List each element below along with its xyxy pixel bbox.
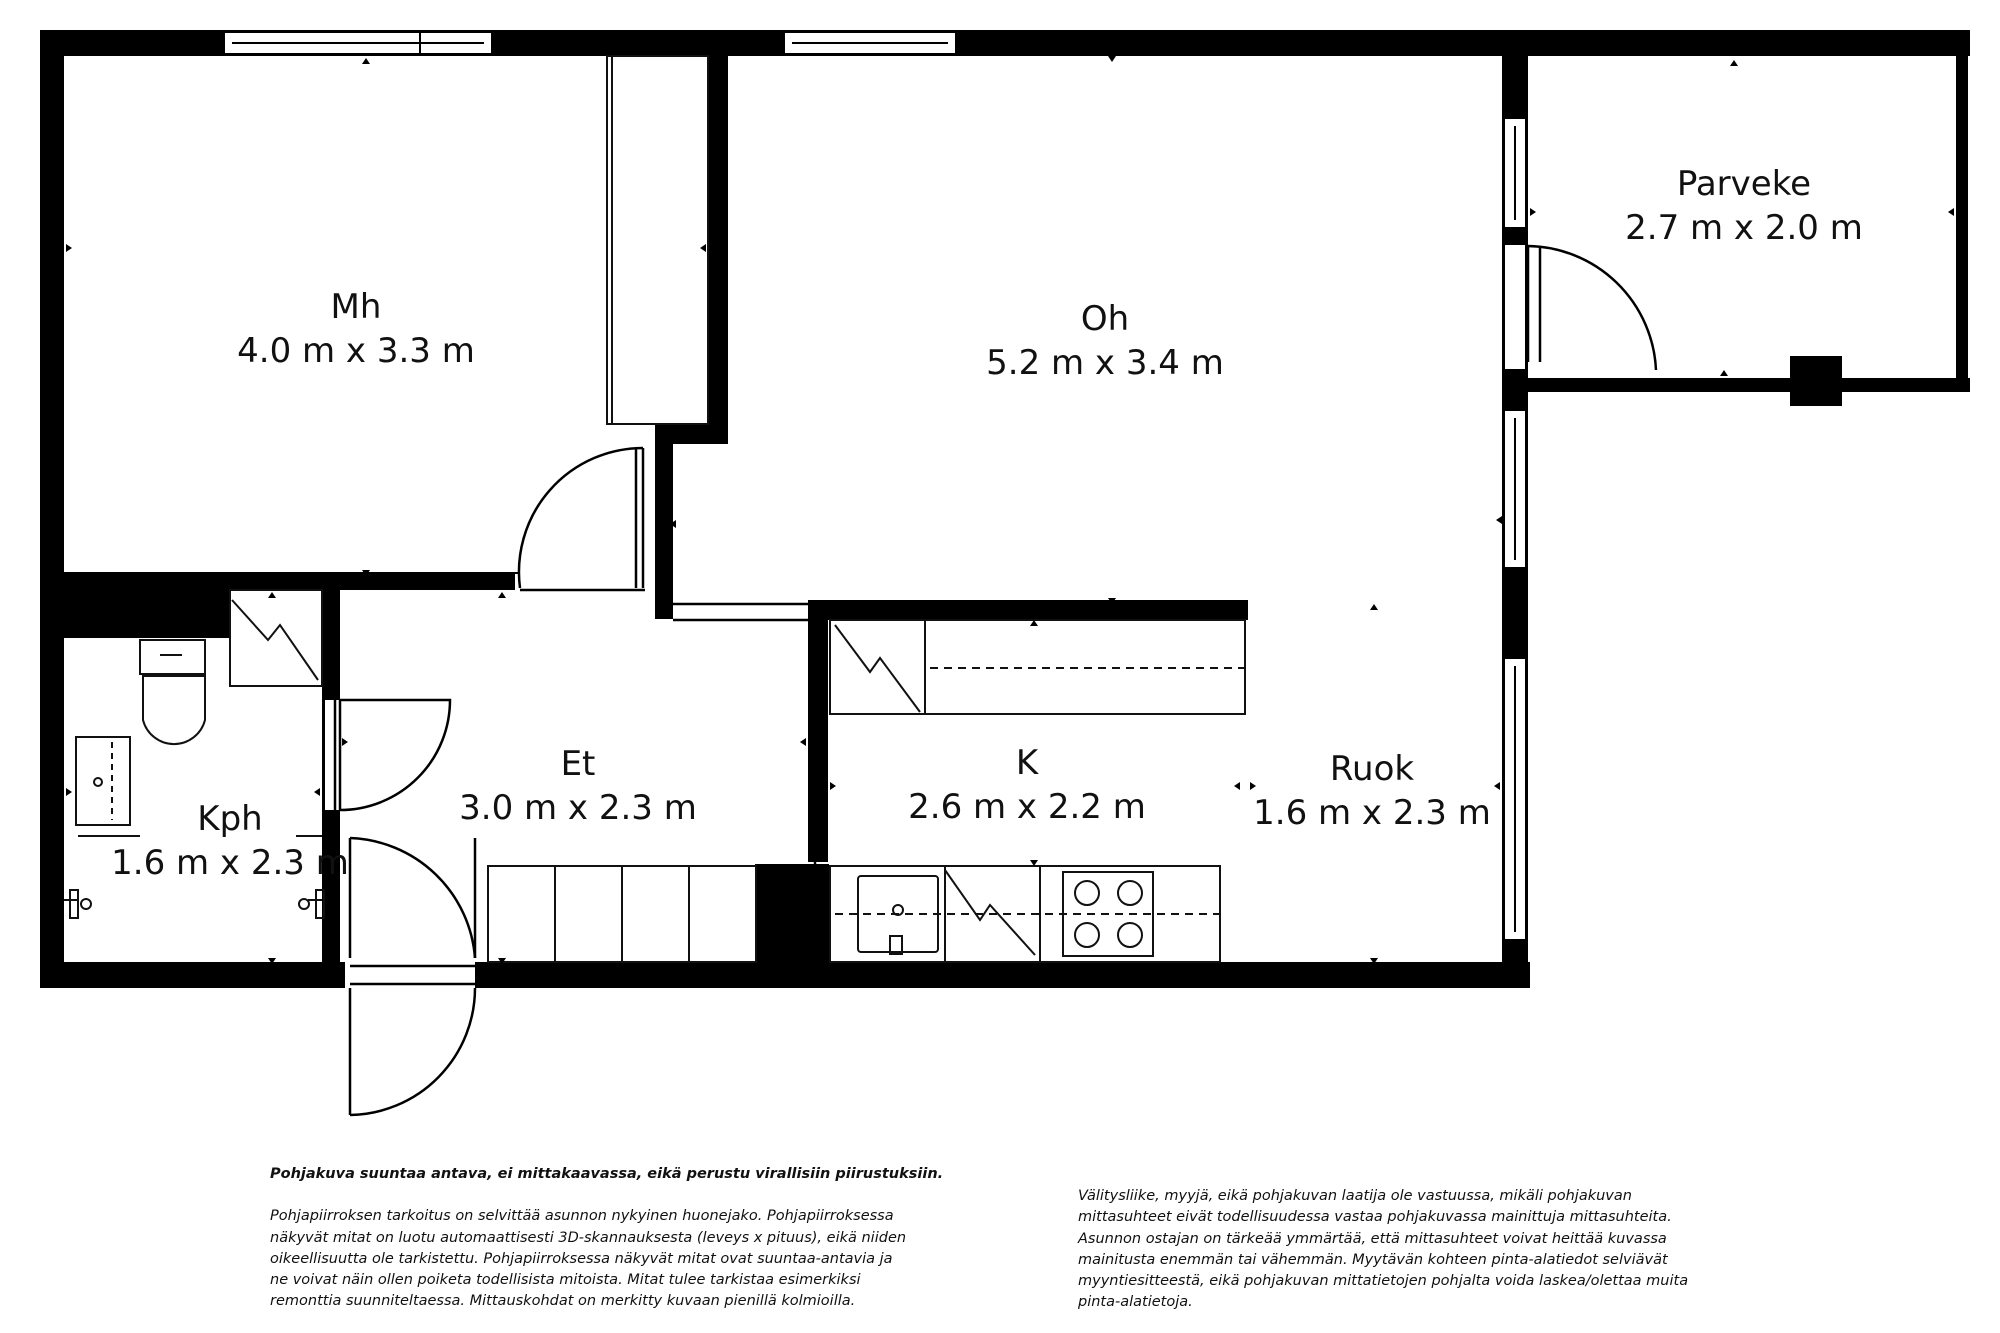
disclaimer-right-line: pinta-alatietoja. bbox=[1078, 1294, 1193, 1311]
room-mh-name: Mh bbox=[330, 287, 382, 327]
room-oh bbox=[986, 299, 1224, 383]
disclaimer-heading: Pohjakuva suuntaa antava, ei mittakaavassa, eikä perustu virallisiin piirustuksiin. bbox=[270, 1166, 944, 1182]
room-et-name: Et bbox=[560, 744, 596, 784]
disclaimer-right-line: Asunnon ostajan on tärkeää ymmärtää, että mittasuhteet voivat heittää kuvassa bbox=[1078, 1230, 1667, 1247]
room-kph-name: Kph bbox=[197, 799, 263, 839]
room-k bbox=[908, 743, 1146, 827]
disclaimer-left-line: Pohjapiirroksen tarkoitus on selvittää asunnon nykyinen huonejako. Pohjapiirroksessa bbox=[270, 1208, 894, 1225]
room-parveke-size: 2.7 m x 2.0 m bbox=[1625, 208, 1863, 248]
disclaimer-left-line: näkyvät mitat on luotu automaattisesti 3D-skannauksesta (leveys x pituus), eikä niiden bbox=[270, 1229, 907, 1246]
room-k-size: 2.6 m x 2.2 m bbox=[908, 787, 1146, 827]
disclaimer-right-line: mainitusta enemmän tai vähemmän. Myytävän kohteen pinta-alatiedot selviävät bbox=[1078, 1251, 1668, 1268]
disclaimer-right-line: myyntiesitteestä, eikä pohjakuvan mittatietojen pohjalta voida laskea/olettaa muita bbox=[1078, 1273, 1689, 1290]
disclaimer-left-line: remonttia suunniteltaessa. Mittauskohdat on merkitty kuvaan pienillä kolmioilla. bbox=[270, 1293, 856, 1310]
room-mh-size: 4.0 m x 3.3 m bbox=[237, 331, 475, 371]
room-et-size: 3.0 m x 2.3 m bbox=[459, 788, 697, 828]
room-oh-name: Oh bbox=[1080, 299, 1130, 339]
measurement-markers bbox=[66, 56, 1954, 964]
room-et bbox=[459, 744, 697, 828]
disclaimer-right bbox=[1078, 1186, 1798, 1314]
room-parveke bbox=[1625, 164, 1863, 248]
disclaimer-left bbox=[270, 1164, 990, 1313]
room-ruok-size: 1.6 m x 2.3 m bbox=[1253, 793, 1491, 833]
room-kph-size: 1.6 m x 2.3 m bbox=[111, 843, 349, 883]
room-kph bbox=[111, 799, 349, 883]
room-k-name: K bbox=[1015, 743, 1039, 783]
room-ruok bbox=[1253, 749, 1491, 833]
room-oh-size: 5.2 m x 3.4 m bbox=[986, 343, 1224, 383]
room-labels bbox=[111, 164, 1863, 883]
disclaimer-left-line: oikeellisuutta ole tarkistettu. Pohjapiirroksessa näkyvät mitat ovat suuntaa-antavia ja bbox=[270, 1250, 893, 1267]
room-ruok-name: Ruok bbox=[1329, 749, 1415, 789]
disclaimer-right-line: Välitysliike, myyjä, eikä pohjakuvan laatija ole vastuussa, mikäli pohjakuvan bbox=[1078, 1188, 1632, 1204]
disclaimer-right-line: mittasuhteet eivät todellisuudessa vastaa pohjakuvassa mainittuja mittasuhteita. bbox=[1078, 1209, 1672, 1226]
room-mh bbox=[237, 287, 475, 371]
disclaimer-left-line: ne voivat näin ollen poiketa todellisista mitoista. Mitat tulee tarkistaa esimerkiksi bbox=[270, 1272, 861, 1289]
room-parveke-name: Parveke bbox=[1676, 164, 1812, 204]
